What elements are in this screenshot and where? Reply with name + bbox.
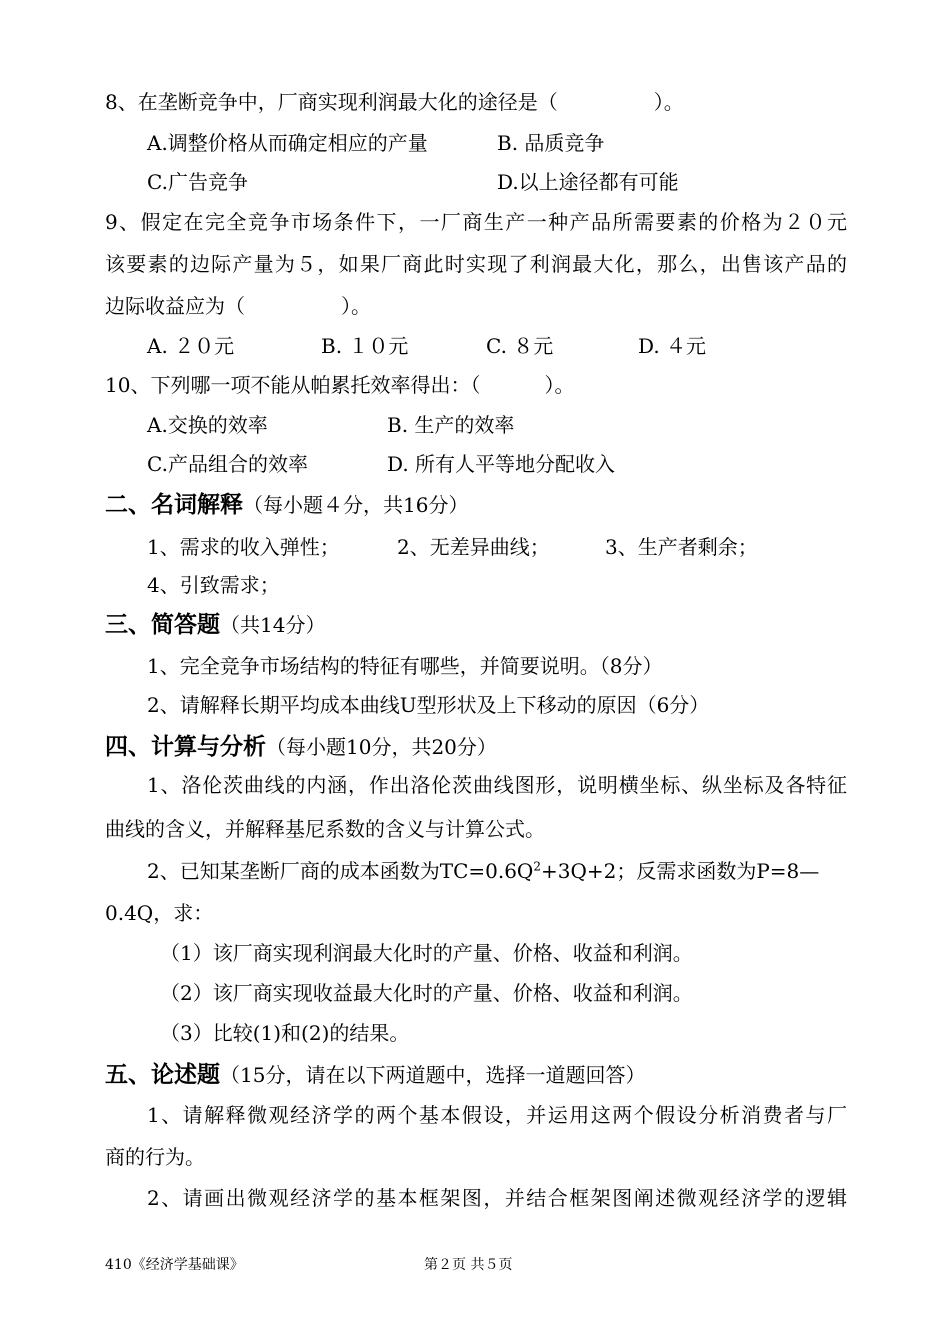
q10-option-d: D. 所有人平等地分配收入 — [387, 452, 616, 476]
q8-option-d: D.以上途径都有可能 — [497, 170, 679, 194]
section4-item1-line2: 曲线的含义，并解释基尼系数的含义与计算公式。 — [105, 817, 545, 841]
section3-item-2: 2、请解释长期平均成本曲线U型形状及上下移动的原因（6分） — [147, 693, 710, 717]
section4-heading: 四、计算与分析 — [105, 734, 266, 760]
section2-item-2: 2、无差异曲线； — [397, 535, 550, 559]
q10-stem: 10、下列哪一项不能从帕累托效率得出：（ ）。 — [105, 373, 575, 397]
section4-sub-1: （1）该厂商实现利润最大化时的产量、价格、收益和利润。 — [160, 941, 693, 965]
section4-sub-2: （2）该厂商实现收益最大化时的产量、价格、收益和利润。 — [160, 981, 693, 1005]
section2-item-3: 3、生产者剩余； — [605, 535, 758, 559]
q9-options — [147, 334, 747, 358]
section5-heading: 五、论述题 — [105, 1062, 220, 1088]
section4-item1-line1: 1、洛伦茨曲线的内涵，作出洛伦茨曲线图形，说明横坐标、纵坐标及各特征 — [147, 773, 847, 797]
q9-option-a: A. ２０元 — [147, 334, 235, 358]
section3-item-1: 1、完全竞争市场结构的特征有哪些，并简要说明。（8分） — [147, 654, 663, 678]
section4-sub-3: （3）比较(1)和(2)的结果。 — [160, 1021, 410, 1045]
q10-options-row2 — [147, 452, 747, 476]
q9-stem-line2: 该要素的边际产量为５，如果厂商此时实现了利润最大化，那么，出售该产品的 — [105, 252, 847, 276]
section3-heading: 三、简答题 — [105, 612, 220, 638]
q9-stem-line3: 边际收益应为（ ）。 — [105, 294, 371, 318]
q8-stem: 8、在垄断竞争中，厂商实现利润最大化的途径是（ ）。 — [105, 90, 684, 114]
section2-item-4: 4、引致需求； — [147, 573, 280, 597]
section5-note: （15分，请在以下两道题中，选择一道题回答） — [220, 1063, 646, 1087]
q8-option-b: B. 品质竞争 — [497, 131, 605, 155]
q8-option-c: C.广告竞争 — [147, 170, 248, 194]
section5-title — [105, 1059, 645, 1089]
q10-option-b: B. 生产的效率 — [387, 413, 515, 437]
section2-title — [105, 489, 468, 519]
section4-item2-line1: 2、已知某垄断厂商的成本函数为$TC=0.6Q^2+3Q+2$；反需求函数为P=8— — [147, 859, 820, 883]
section4-title — [105, 731, 497, 761]
q9-stem-line1: 9、假定在完全竞争市场条件下，一厂商生产一种产品所需要素的价格为２０元 — [105, 210, 847, 234]
q9-option-b: B. １０元 — [321, 334, 409, 358]
exponent: 2 — [533, 859, 541, 874]
section5-item2-line1: 2、请画出微观经济学的基本框架图，并结合框架图阐述微观经济学的逻辑 — [147, 1186, 847, 1210]
footer-page-number: 第２页 共５页 — [424, 1257, 513, 1273]
q8-options-row1 — [147, 131, 847, 155]
section4-item2-line2: 0.4Q，求： — [105, 901, 214, 925]
q9-option-d: D. ４元 — [638, 334, 707, 358]
q9-option-c: C. ８元 — [486, 334, 554, 358]
q10-option-c: C.产品组合的效率 — [147, 452, 308, 476]
section3-title — [105, 609, 325, 639]
section3-note: （共14分） — [220, 613, 326, 637]
q10-options-row1 — [147, 413, 747, 437]
q10-option-a: A.交换的效率 — [147, 413, 268, 437]
section2-items-row1 — [147, 535, 787, 559]
footer-course: 410《经济学基础课》 — [105, 1257, 244, 1273]
section2-note: （每小题４分，共16分） — [243, 493, 469, 517]
q8-option-a: A.调整价格从而确定相应的产量 — [147, 131, 428, 155]
section5-item1-line1: 1、请解释微观经济学的两个基本假设，并运用这两个假设分析消费者与厂 — [147, 1103, 847, 1127]
section2-heading: 二、名词解释 — [105, 492, 243, 518]
q8-options-row2 — [147, 170, 847, 194]
section2-item-1: 1、需求的收入弹性； — [147, 535, 340, 559]
section4-note: （每小题10分，共20分） — [266, 735, 497, 759]
section5-item1-line2: 商的行为。 — [105, 1145, 205, 1169]
